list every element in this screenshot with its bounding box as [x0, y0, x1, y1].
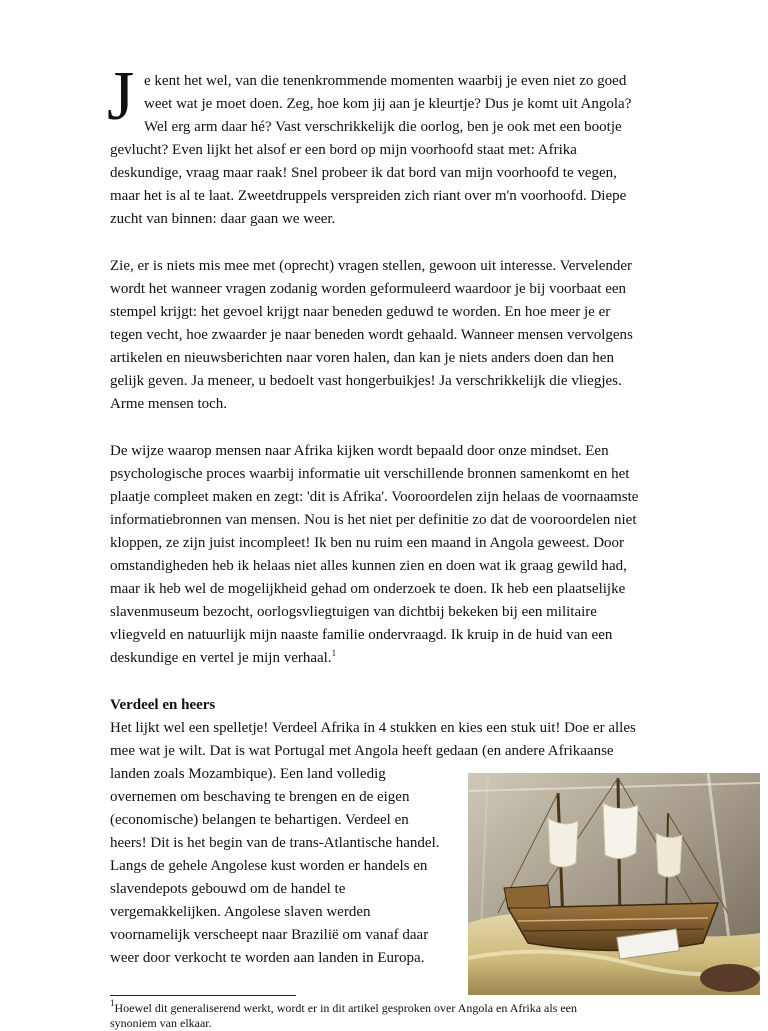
paragraph-4-line: heers! Dit is het begin van de trans-Atlantische handel.	[110, 835, 440, 851]
paragraph-1-line: Wel erg arm daar hé? Vast verschrikkelijk die oorlog, ben je ook met een bootje	[144, 119, 622, 135]
drop-cap: J	[107, 58, 135, 135]
paragraph-4-line: vergemakkelijken. Angolese slaven werden	[110, 904, 371, 920]
paragraph-3-line: psychologische proces waarbij informatie uit verschillende bronnen samenkomt en het	[110, 466, 630, 482]
paragraph-2-line: wordt het wanneer vragen zodanig worden geformuleerd waardoor je bij voorbaat een	[110, 281, 627, 297]
paragraph-3-line: omstandigheden heb ik helaas niet alles kunnen zien en doen wat ik graag gewild had,	[110, 558, 627, 574]
paragraph-3-line: informatiebronnen van mensen. Nou is het niet per definitie zo dat de vooroordelen niet	[110, 512, 637, 528]
ship-model-photo	[468, 773, 760, 995]
paragraph-2-line: gelijk geven. Ja meneer, u bedoelt vast hongerbuikjes! Ja verschrikkelijk die vliegjes.	[110, 373, 622, 389]
section-heading: Verdeel en heers	[110, 697, 216, 713]
paragraph-4-line: Langs de gehele Angolese kust worden er handels en	[110, 858, 428, 874]
paragraph-1-line: weet wat je moet doen. Zeg, hoe kom jij aan je kleurtje? Dus je komt uit Angola?	[144, 96, 632, 112]
paragraph-4-line: Het lijkt wel een spelletje! Verdeel Afrika in 4 stukken en kies een stuk uit! Doe er alles	[110, 720, 636, 736]
paragraph-1-line: maar het is al te laat. Zweetdruppels verspreiden zich riant over m'n voorhoofd. Diepe	[110, 188, 627, 204]
paragraph-4-line: overnemen om beschaving te brengen en de eigen	[110, 789, 410, 805]
paragraph-1-line: zucht van binnen: daar gaan we weer.	[110, 211, 336, 227]
paragraph-3-line: slavenmuseum bezocht, oorlogsvliegtuigen van dichtbij bekeken bij een militaire	[110, 604, 597, 620]
footnote-reference[interactable]: 1	[331, 648, 337, 658]
paragraph-2-line: artikelen en nieuwsberichten naar voren halen, dan kan je niets anders doen dan hen	[110, 350, 614, 366]
footnote-divider	[110, 995, 296, 996]
footnote-number: 1	[110, 998, 115, 1008]
paragraph-1-line: gevlucht? Even lijkt het alsof er een bord op mijn voorhoofd staat met: Afrika	[110, 142, 577, 158]
paragraph-4-line: voornamelijk verscheept naar Brazilië om vanaf daar	[110, 927, 429, 943]
paragraph-2-line: stempel krijgt: het gevoel krijgt naar beneden geduwd te worden. En hoe meer je er	[110, 304, 611, 320]
footnote-line: synoniem van elkaar.	[110, 1016, 212, 1030]
paragraph-3-line: kloppen, ze zijn juist incompleet! Ik ben nu ruim een maand in Angola geweest. Door	[110, 535, 625, 551]
paragraph-3-line: plaatje compleet maken en zegt: 'dit is Afrika'. Vooroordelen zijn helaas de voornaamste	[110, 489, 639, 505]
paragraph-1-line: e kent het wel, van die tenenkrommende momenten waarbij je even niet zo goed	[144, 73, 627, 89]
paragraph-4-line: mee wat je wilt. Dat is wat Portugal met Angola heeft gedaan (en andere Afrikaanse	[110, 743, 614, 759]
paragraph-3-line: vliegveld en natuurlijk mijn naaste familie ondervraagd. Ik kruip in de huid van een	[110, 627, 613, 643]
paragraph-2-line: Zie, er is niets mis mee met (oprecht) vragen stellen, gewoon uit interesse. Vervelender	[110, 258, 633, 274]
paragraph-4-line: landen zoals Mozambique). Een land volledig	[110, 766, 386, 782]
paragraph-3-last-text: deskundige en vertel je mijn verhaal.	[110, 650, 332, 666]
paragraph-3-line: maar ik heb wel de mogelijkheid gehad om onderzoek te doen. Ik heb een plaatselijke	[110, 581, 626, 597]
footnote-text: Hoewel dit generaliserend werkt, wordt er in dit artikel gesproken over Angola en Afrika als een	[114, 1001, 578, 1015]
paragraph-3-line	[110, 647, 336, 670]
paragraph-3-line: De wijze waarop mensen naar Afrika kijken wordt bepaald door onze mindset. Een	[110, 443, 609, 459]
paragraph-4-line: (economische) belangen te behartigen. Verdeel en	[110, 812, 409, 828]
paragraph-4-line: weer door verkocht te worden aan landen in Europa.	[110, 950, 425, 966]
paragraph-1-line: deskundige, vraag maar raak! Snel probeer ik dat bord van mijn voorhoofd te vegen,	[110, 165, 617, 181]
paragraph-4-line: slavendepots gebouwd om de handel te	[110, 881, 346, 897]
paragraph-2-line: Arme mensen toch.	[110, 396, 228, 412]
paragraph-2-line: tegen vecht, hoe zwaarder je naar beneden wordt gehaald. Wanneer mensen vervolgens	[110, 327, 633, 343]
footnote-line	[110, 998, 658, 1016]
ship-model-illustration	[468, 773, 760, 995]
